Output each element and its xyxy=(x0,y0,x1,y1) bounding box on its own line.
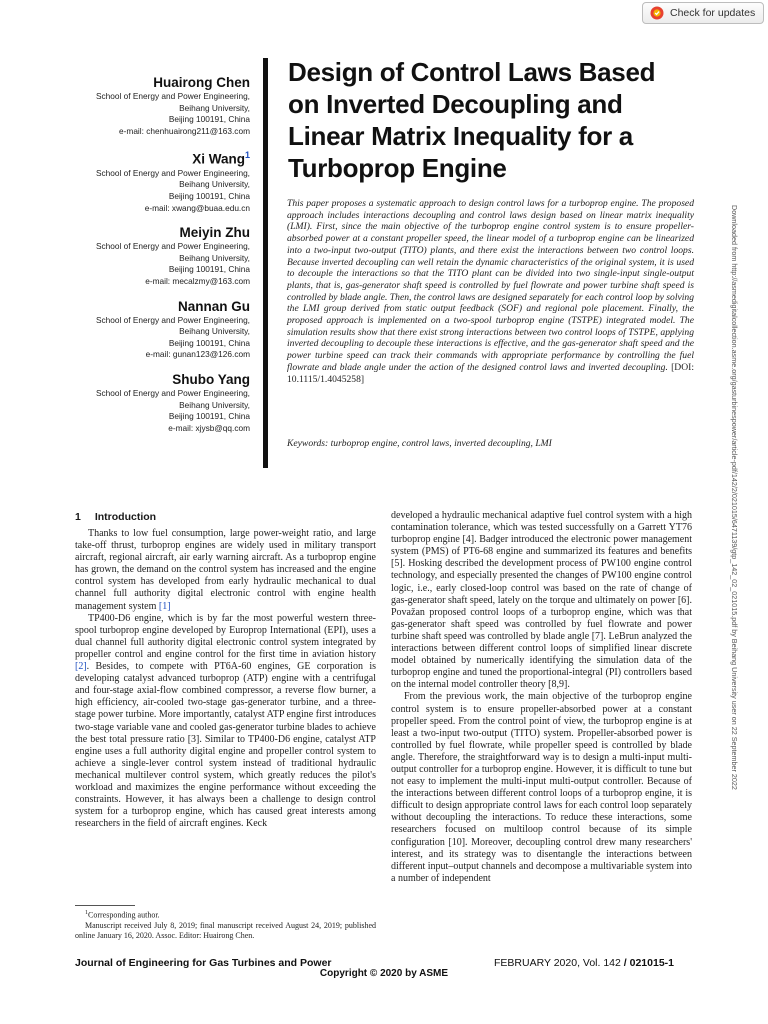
copyright: Copyright © 2020 by ASME xyxy=(319,968,449,979)
author-affiliation: Beijing 100191, China xyxy=(168,337,250,348)
author-affiliation: School of Energy and Power Engineering, xyxy=(95,241,250,252)
author-affiliation: Beihang University, xyxy=(179,252,250,263)
check-for-updates-button[interactable] xyxy=(642,2,764,24)
paper-title: Design of Control Laws Based on Inverted Decoupling and Linear Matrix Inequality for a Turboprop Engine xyxy=(288,57,656,183)
download-note-text: Downloaded from http://asmedigitalcollection.asme.org/gasturbinespower/article-pdf/142/2/021015/6471139/gtp_142_02_021015.pdf by Beihang University user on 22 September 2022 xyxy=(730,205,739,790)
author-email[interactable]: e-mail: gunan123@126.com xyxy=(145,349,250,360)
author-affiliation: Beihang University, xyxy=(179,179,250,190)
author-name: Nannan Gu xyxy=(177,298,250,314)
issue-date: FEBRUARY 2020, Vol. 142 xyxy=(494,957,621,969)
author-block xyxy=(60,371,250,434)
author-list xyxy=(60,74,250,444)
author-block xyxy=(60,147,250,214)
page-number: 021015-1 xyxy=(629,957,674,969)
check-updates-label: Check for updates xyxy=(670,7,756,19)
author-affiliation: Beihang University, xyxy=(179,399,250,410)
right-column xyxy=(391,510,692,885)
citation-link[interactable]: [1] xyxy=(158,600,171,612)
section-title: Introduction xyxy=(94,511,157,523)
author-name: Xi Wang$^1$ xyxy=(192,150,250,167)
abstract-text: This paper proposes a systematic approach to design control laws for a turboprop engine. The proposed approach includes interactions decoupling and control laws design based on linear matrix inequality (LMI). First, since the main objective of the turboprop engine control system is to ensure propeller-absorbed power at a constant propeller speed, the linear model of a turboprop engine can be linearized into a two-input two-output (TITO) plants, and there exist the interactions between two control loops. Because inverted decoupling can well retain the dynamic characteristics of the original system, it is used to decouple the interactions so that the TITO plant can be divided into two single-input single-output plants, that is, gas-generator shaft speed is controlled by fuel flowrate and power turbine shaft speed is controlled by blade angle. Then, the control laws are designed separately for each control loop by solving the LMI group derived from static output feedback (SOF) and regional pole placement. Finally, the proposed approach is implemented on a two-spool turboprop engine (TSTPE) integrated model. The simulation results show that there exist strong interactions between two control loops of TSTPE, applying inverted decoupling to decouple these interactions is effective, and the gas-generator shaft speed and the power turbine speed can track their commands with appropriate performance by controlling the fuel flowrate and blade angle under the action of the designed control laws and inverted decoupling. xyxy=(287,198,694,373)
section-heading xyxy=(75,511,156,523)
abstract xyxy=(287,198,694,385)
author-name: Shubo Yang xyxy=(172,372,250,387)
paragraph: developed a hydraulic mechanical adaptive fuel control system with a high contamination tolerance, which was tested successfully on a Garrett YT76 turboprop engine [4]. Badger introduced the electronic power management system (PMS) of PT6-68 engine and summarized its features and benefits [5]. Hosking described the development process of PW100 engine control technology, and especially presented the changes of PW100 engine control logic, i.e., early closed-loop control was based on the rate of change of gas-generator shaft speed, lately on the torque and ultimately on power [6]. Považan proposed control loops of a turboprop engine, which was that gas-generator shaft speed was controlled by fuel flowrate and power turbine shaft speed was controlled by blade angle [7]. LeBrun analyzed the interactions between different control loops of simplified linear discrete model obtained by numerically identifying the simulation data of the turboprop engine and tuned the proportional-integral (PI) controllers based on the internal model controller theory [8,9]. xyxy=(391,510,692,691)
author-affiliation: School of Energy and Power Engineering, xyxy=(95,314,250,325)
author-email[interactable]: e-mail: xjysb@qq.com xyxy=(168,422,250,433)
author-affiliation: School of Energy and Power Engineering, xyxy=(95,167,250,178)
author-affiliation: Beihang University, xyxy=(179,102,250,113)
journal-name: Journal of Engineering for Gas Turbines and Power xyxy=(75,957,332,969)
check-updates-icon xyxy=(650,6,664,20)
author-email[interactable]: e-mail: mecalzmy@163.com xyxy=(145,276,250,287)
author-affiliation: Beijing 100191, China xyxy=(168,114,250,125)
author-affiliation: Beihang University, xyxy=(179,326,250,337)
footnotes xyxy=(75,908,376,941)
author-block xyxy=(60,298,250,361)
footnote: Manuscript received July 8, 2019; final manuscript received August 24, 2019; published online January 16, 2020. Assoc. Editor: Huairong Chen. xyxy=(75,920,376,941)
author-email[interactable]: e-mail: chenhuairong211@163.com xyxy=(119,125,250,136)
author-affiliation: School of Energy and Power Engineering, xyxy=(95,388,250,398)
author-affiliation: Beijing 100191, China xyxy=(168,264,250,275)
author-affiliation: School of Energy and Power Engineering, xyxy=(95,91,250,101)
keywords: Keywords: turboprop engine, control laws, inverted decoupling, LMI xyxy=(287,438,552,449)
download-side-note xyxy=(730,205,745,825)
author-name: Huairong Chen xyxy=(153,75,250,90)
doi-link[interactable]: [DOI: 10.1115/1.4045258] xyxy=(287,361,694,385)
section-number: 1 xyxy=(75,511,81,523)
issue-separator: / xyxy=(623,957,627,969)
author-block xyxy=(60,74,250,137)
paragraph: Thanks to low fuel consumption, large power-weight ratio, and large take-off thrust, turboprop engines are widely used in military transport aircraft, regional aircraft, air early warning aircraft. As a turboprop engine has grown, the demand on the control system has increased and the engine control system has developed from early hydraulic mechanical to dual channel full authority digital electronic control with engine health management system [1] xyxy=(75,528,376,612)
footnote: $^1$Corresponding author. xyxy=(85,910,160,920)
footnote-rule xyxy=(75,905,135,906)
author-affiliation: Beijing 100191, China xyxy=(168,411,250,422)
left-column xyxy=(75,528,376,830)
paragraph: TP400-D6 engine, which is by far the most powerful western three-spool turboprop engine developed by Europrop International (EPI), uses a dual channel full authority digital electronic control system integrated by propeller control and engine control for the first time in aviation history [2]. Besides, to compete with PT6A-60 engines, GE corporation is developing catalyst advanced turboprop (ATP) engine with a centrifugal and four-stage axial-flow combined compressor, a reverse flow burner, a high efficiency, air-cooled two-stage gas-generator turbine, and a three-stage power turbine. More importantly, catalyst ATP engine first introduces two-stage variable vane and cooled gas-generator turbine blades to achieve the best total pressure ratio [3]. Similar to TP400-D6 engine, catalyst ATP engine uses a full authority digital engine and propeller control system to achieve a single-lever control system instead of traditional hydraulic mechanical multilever control system, which greatly reduces the pilot's workload and maximizes the engine performance without exceeding the constraints. However, it has always been a challenge to design control system for a turboprop engine, which has caused great interests among researchers in the field of aircraft engines. Keck xyxy=(75,612,376,830)
citation-link[interactable]: [2] xyxy=(75,661,87,673)
author-affiliation: Beijing 100191, China xyxy=(168,191,250,202)
author-name: Meiyin Zhu xyxy=(179,225,250,241)
author-footnote-mark[interactable]: 1 xyxy=(244,150,250,161)
author-block xyxy=(60,224,250,287)
paragraph: From the previous work, the main objective of the turboprop engine control system is to ensure propeller-absorbed power at a constant propeller speed. From the control point of view, the turboprop engine is at least a two-input two-output (TITO) system. Propeller-absorbed power is controlled by fuel flowrate, while propeller speed is controlled by blade angle. Therefore, the straightforward way is to design a multi-input multi-output controller for a turboprop engine. However, it is difficult to tune but not easy to implement the multi-input multi-output controller. Because of the interactions between different control loops of a turboprop engine, it is difficult to design appropriate control laws for each control loop separately without decoupling the interactions. To reduce these interactions, some researchers focused on multiloop control because of its simple configuration [10]. Moreover, decoupling control drew many researchers' interest, and its strategy was to disentangle the interactions between different input–output channels and decompose a multivariable system into a number of independent xyxy=(391,691,692,884)
author-email[interactable]: e-mail: xwang@buaa.edu.cn xyxy=(144,202,250,213)
title-divider-bar xyxy=(263,58,268,468)
